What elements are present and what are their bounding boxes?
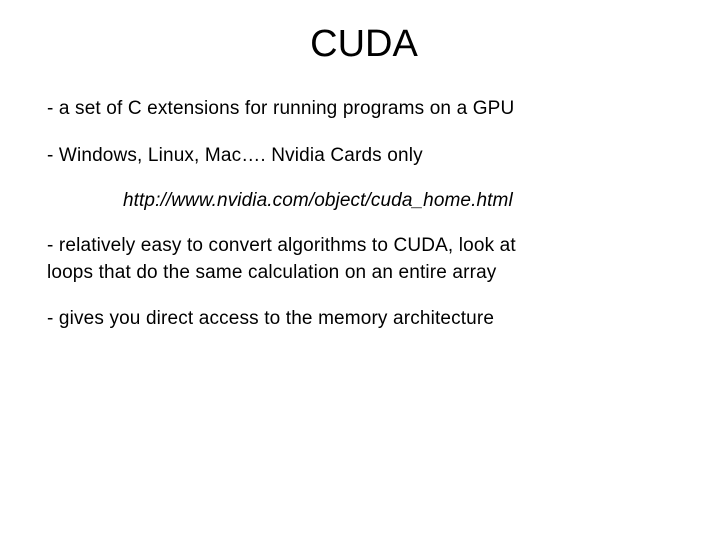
bullet-convert-algorithms: - relatively easy to convert algorithms to CUDA, look at (47, 235, 516, 256)
slide-title: CUDA (310, 23, 418, 65)
cuda-home-link[interactable]: http://www.nvidia.com/object/cuda_home.html (123, 190, 513, 211)
bullet-c-extensions: - a set of C extensions for running programs on a GPU (47, 98, 515, 119)
bullet-platforms: - Windows, Linux, Mac…. Nvidia Cards only (47, 145, 423, 166)
bullet-convert-algorithms-continued: loops that do the same calculation on an entire array (47, 262, 497, 283)
bullet-memory-access: - gives you direct access to the memory architecture (47, 308, 495, 329)
